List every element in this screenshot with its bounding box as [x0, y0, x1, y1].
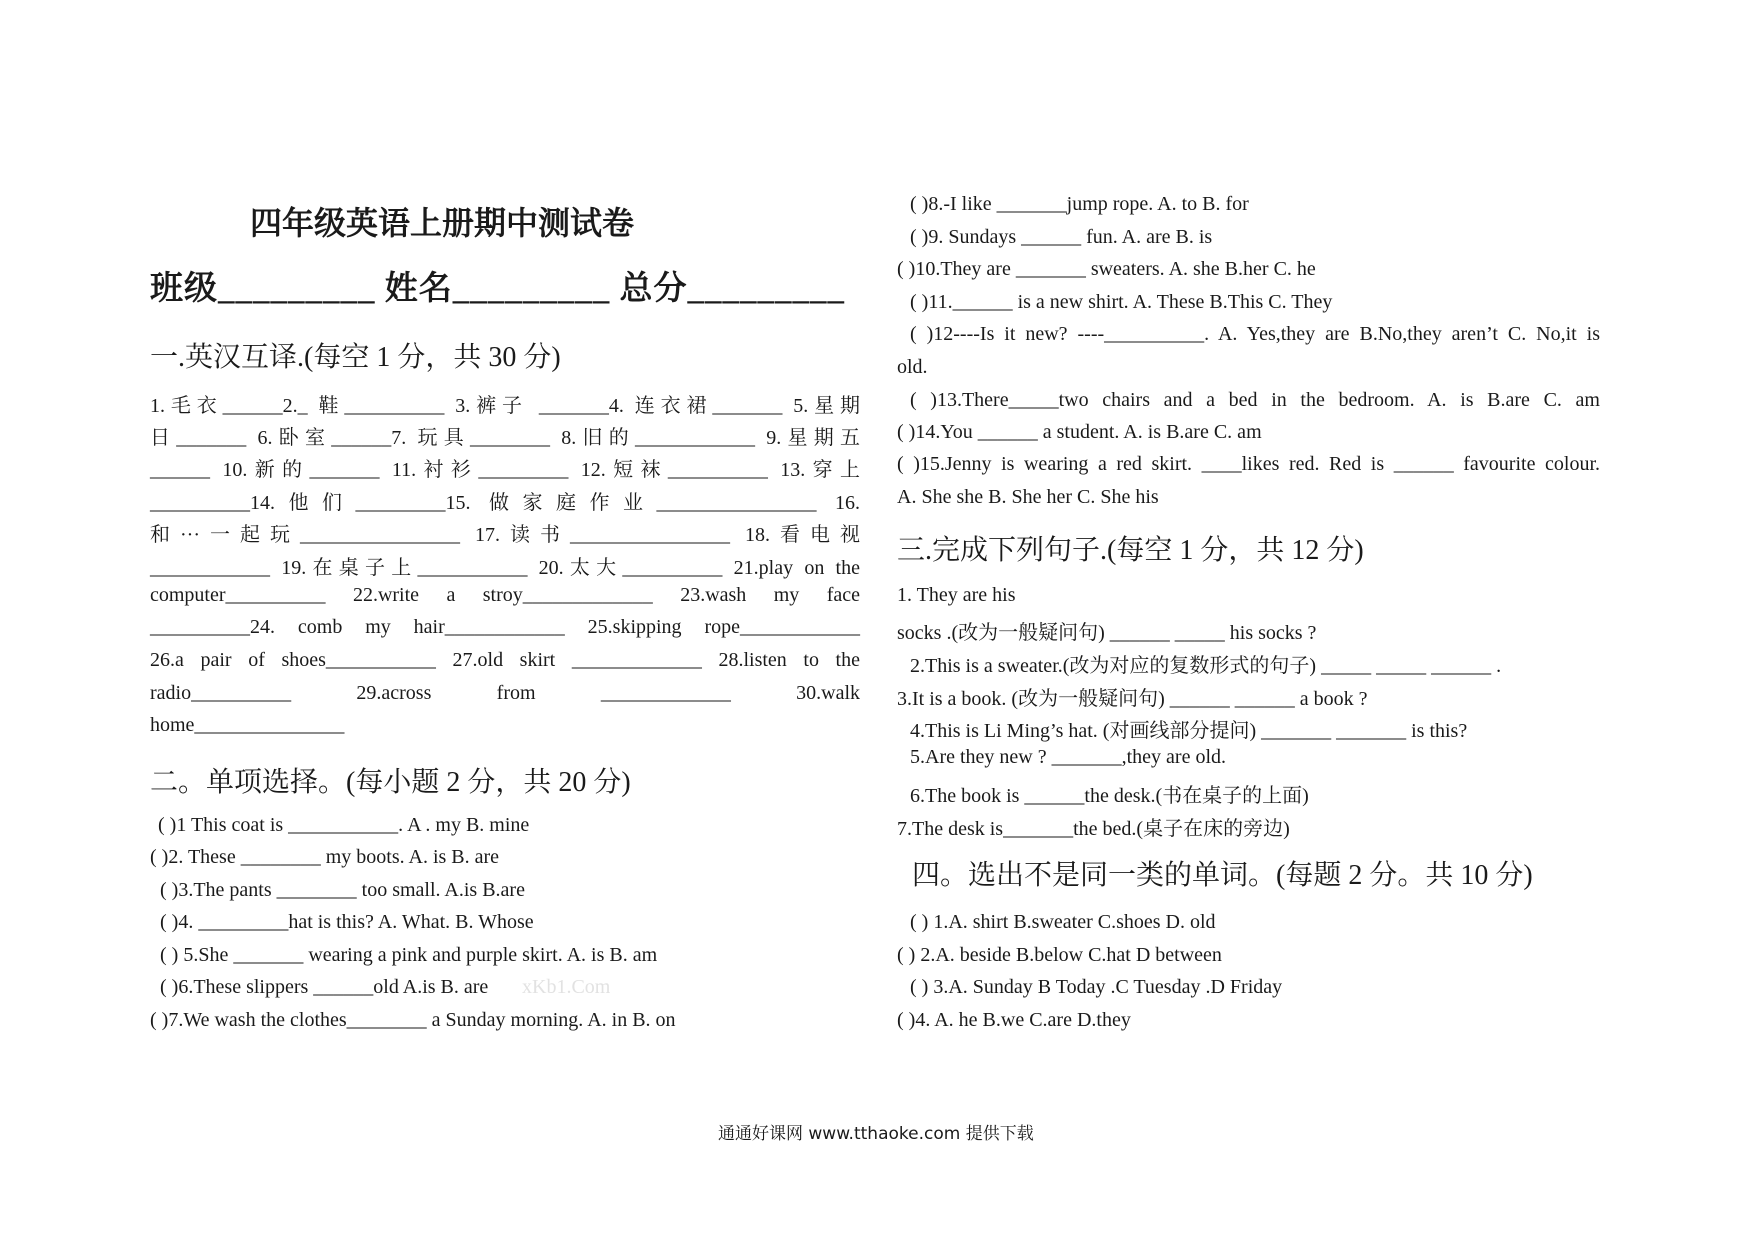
- section1-line: ____________ 19.在桌子上___________ 20.太大__________ 21.play on the: [150, 557, 860, 579]
- section1-line: __________24. comb my hair____________ 25.skipping rope____________: [150, 616, 860, 638]
- section2-question: ( )2. These ________ my boots. A. is B. are: [150, 846, 500, 868]
- section3-item: 7.The desk is_______the bed.(桌子在床的旁边): [897, 818, 1290, 840]
- section2-question-options: A. She she B. She her C. She his: [897, 486, 1159, 508]
- section3-item: 5.Are they new ? _______,they are old.: [910, 746, 1227, 768]
- section2-question: ( )8.-I like _______jump rope. A. to B. for: [910, 193, 1249, 215]
- section1-line: ______ 10.新的_______ 11.衬衫_________ 12.短袜__________ 13.穿上: [150, 459, 860, 481]
- section2-question: ( )12----Is it new? ----__________. A. Yes,they are B.No,they aren’t C. No,it is: [910, 323, 1600, 345]
- section1-line: radio__________ 29.across from _____________ 30.walk: [150, 682, 860, 704]
- section2-question: ( )14.You ______ a student. A. is B.are C. am: [897, 421, 1262, 443]
- section2-question-continued: old.: [897, 356, 928, 378]
- footer-credit: 通通好课网 www.tthaoke.com 提供下载: [718, 1124, 1034, 1144]
- student-info-fields: 班级_________ 姓名_________ 总分_________: [150, 271, 845, 307]
- section1-line: 1.毛衣______2._ 鞋__________ 3.裤子 _______4. 连衣裙_______ 5.星期: [150, 395, 860, 417]
- section1-line: computer__________ 22.write a stroy_____________ 23.wash my face: [150, 584, 860, 606]
- section2-question: ( )11.______ is a new shirt. A. These B.This C. They: [910, 291, 1333, 313]
- section2-title: 二。单项选择。(每小题 2 分，共 20 分): [150, 767, 631, 798]
- section2-question: ( )7.We wash the clothes________ a Sunday morning. A. in B. on: [150, 1009, 676, 1031]
- section2-question: ( )3.The pants ________ too small. A.is B.are: [160, 879, 525, 901]
- section2-question: ( )9. Sundays ______ fun. A. are B. is: [910, 226, 1213, 248]
- section2-question: ( )13.There_____two chairs and a bed in the bedroom. A. is B.are C. am: [910, 389, 1600, 411]
- section2-question: ( )10.They are _______ sweaters. A. she B.her C. he: [897, 258, 1316, 280]
- section2-question: ( )15.Jenny is wearing a red skirt. ____likes red. Red is ______ favourite colour.: [897, 453, 1600, 475]
- section2-question: ( )6.These slippers ______old A.is B. are: [160, 976, 489, 998]
- section3-item: 4.This is Li Ming’s hat. (对画线部分提问) _______ _______ is this?: [910, 720, 1468, 742]
- section4-question: ( ) 3.A. Sunday B Today .C Tuesday .D Friday: [910, 976, 1283, 998]
- section3-item: 1. They are his: [897, 584, 1016, 606]
- section4-question: ( ) 1.A. shirt B.sweater C.shoes D. old: [910, 911, 1216, 933]
- section2-question: ( )1 This coat is ___________. A . my B. mine: [158, 814, 530, 836]
- section3-title: 三.完成下列句子.(每空 1 分，共 12 分): [897, 535, 1364, 566]
- section4-title: 四。选出不是同一类的单词。(每题 2 分。共 10 分): [912, 860, 1533, 891]
- section3-item: 2.This is a sweater.(改为对应的复数形式的句子) _____ _____ ______ .: [910, 655, 1502, 677]
- section1-line: __________14.他们_________15. 做家庭作业________________ 16.: [150, 492, 860, 514]
- section1-line: home_______________: [150, 714, 345, 736]
- section1-line: 日_______ 6.卧室______7. 玩具________ 8.旧的____________ 9.星期五: [150, 427, 860, 449]
- section3-item: 6.The book is ______the desk.(书在桌子的上面): [910, 785, 1309, 807]
- watermark: xKb1.Com: [522, 976, 611, 998]
- section1-title: 一.英汉互译.(每空 1 分，共 30 分): [150, 342, 561, 373]
- section4-question: ( ) 2.A. beside B.below C.hat D between: [897, 944, 1222, 966]
- section1-line: 和···一起玩________________ 17.读书________________ 18.看电视: [150, 524, 860, 546]
- section3-item: 3.It is a book. (改为一般疑问句) ______ ______ a book ?: [897, 688, 1368, 710]
- section2-question: ( )4. _________hat is this? A. What. B. Whose: [160, 911, 534, 933]
- section3-item: socks .(改为一般疑问句) ______ _____ his socks ?: [897, 622, 1317, 644]
- page-title: 四年级英语上册期中测试卷: [250, 205, 635, 241]
- section2-question: ( ) 5.She _______ wearing a pink and purple skirt. A. is B. am: [160, 944, 658, 966]
- section1-line: 26.a pair of shoes___________ 27.old skirt _____________ 28.listen to the: [150, 649, 860, 671]
- section4-question: ( )4. A. he B.we C.are D.they: [897, 1009, 1131, 1031]
